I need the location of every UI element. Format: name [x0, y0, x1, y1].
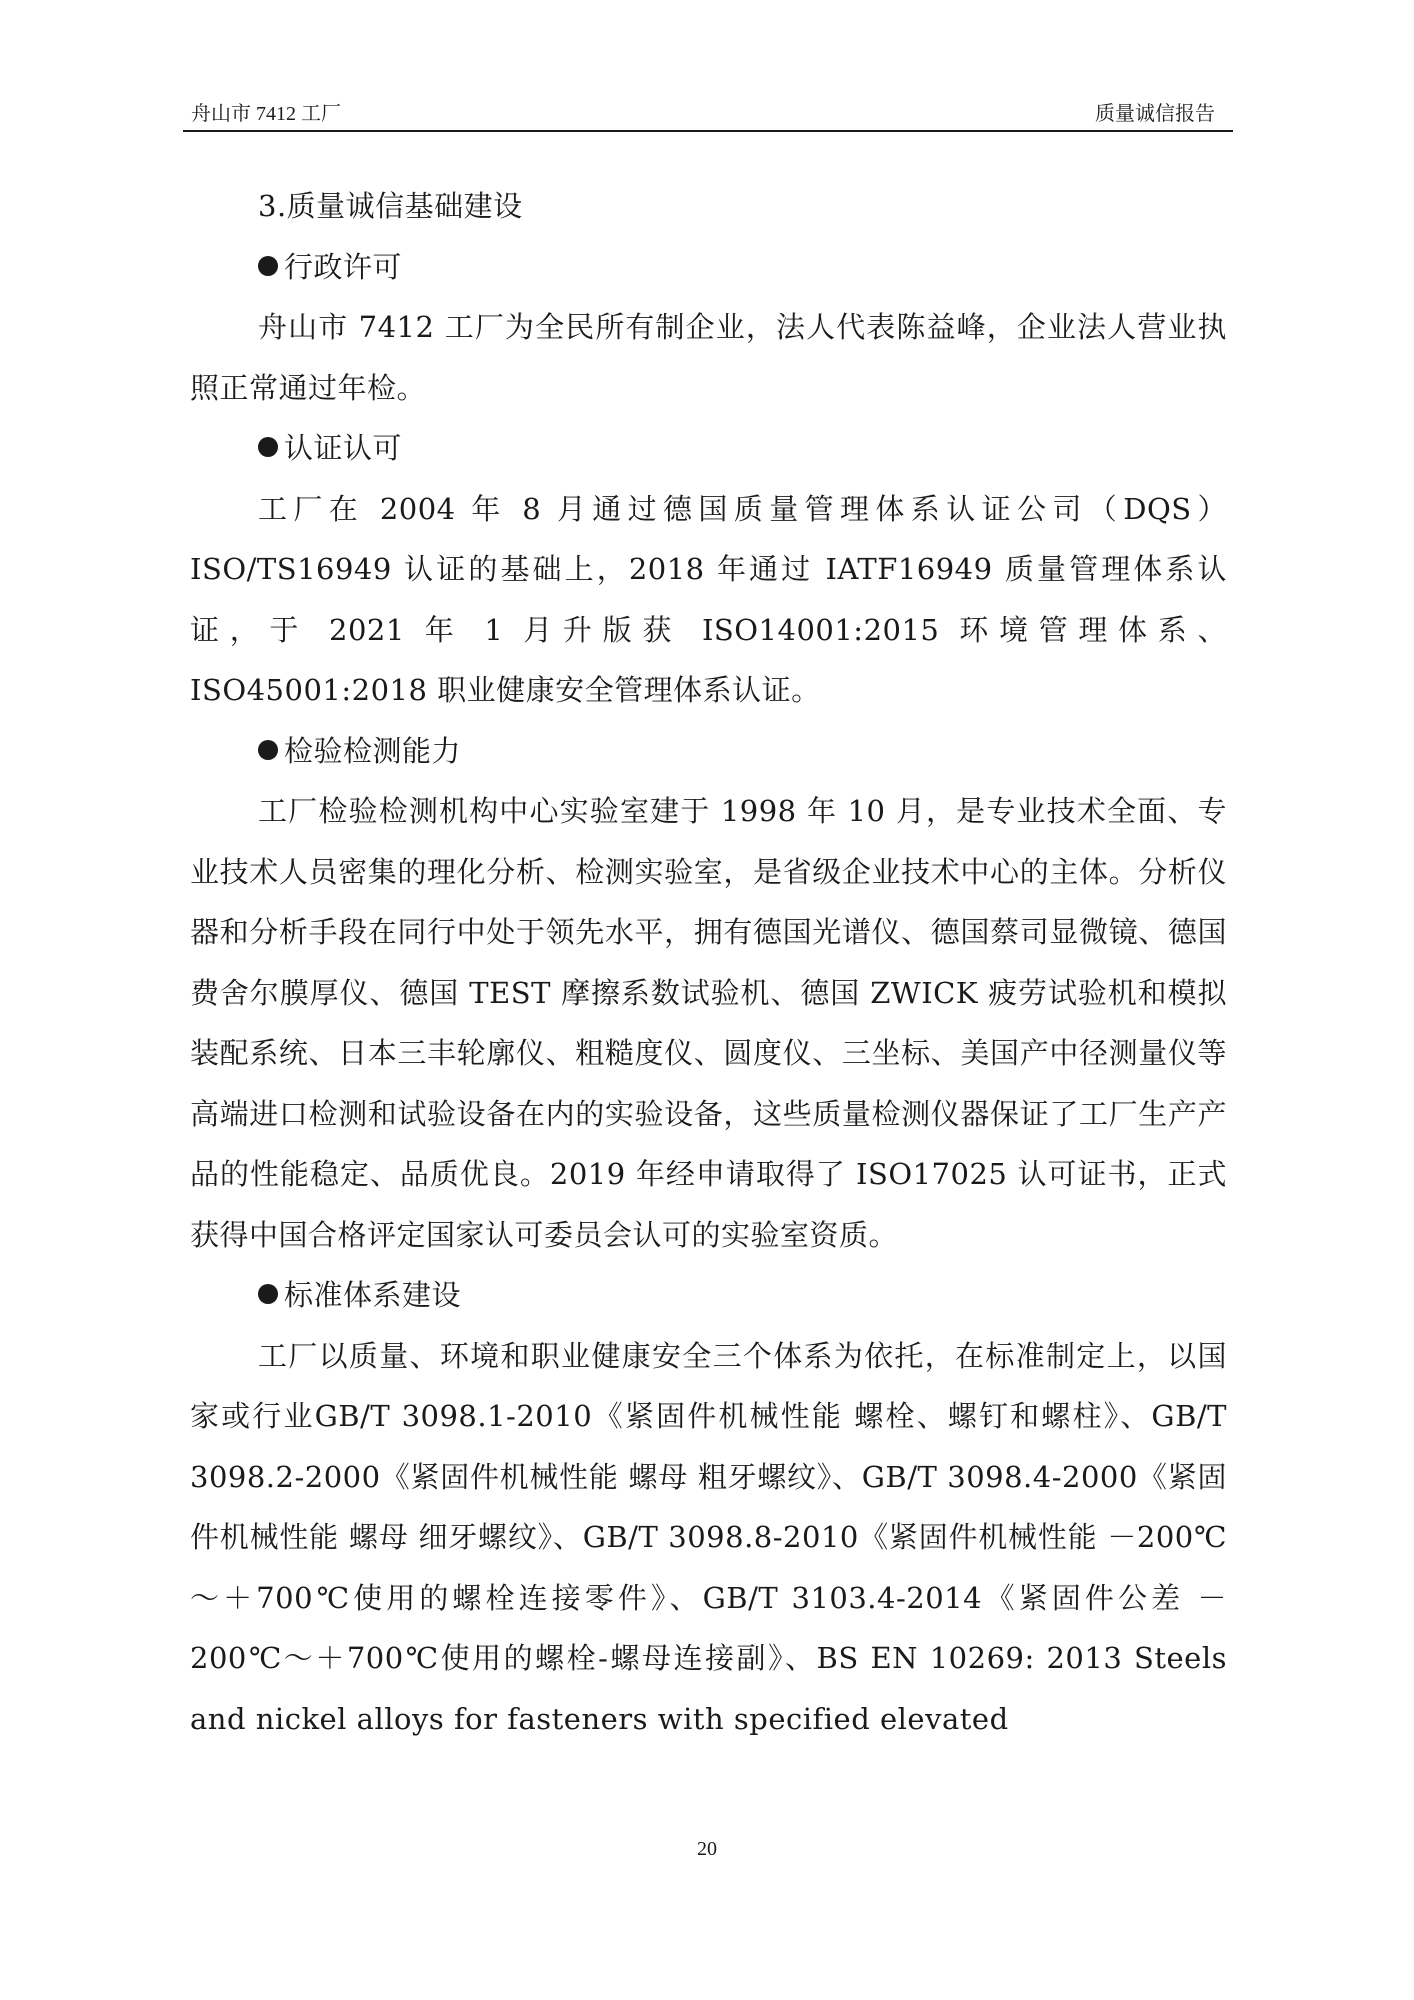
- header-report-title: 质量诚信报告: [1095, 103, 1215, 125]
- subsection-title: 行政许可: [284, 249, 403, 284]
- section-heading: 3.质量诚信基础建设: [258, 189, 523, 223]
- paragraph-testing: 工厂检验检测机构中心实验室建于 1998 年 10 月，是专业技术全面、专业技术人员密集的理化分析、检测实验室，是省级企业技术中心的主体。分析仪器和分析手段在同行中处于领先水平，拥有德国光谱仪、德国蔡司显微镜、德国费舍尔膜厚仪、德国 TEST 摩擦系数试验机、德国 ZWICK 疲劳试验机和模拟装配系统、日本三丰轮廓仪、粗糙度仪、圆度仪、三坐标、美国产中径测量仪等高端进口检测和试验设备在内的实验设备，这些质量检测仪器保证了工厂生产产品的性能稳定、品质优良。2019 年经申请取得了 ISO17025 认可证书，正式获得中国合格评定国家认可委员会认可的实验室资质。: [190, 794, 1227, 1252]
- bullet-icon: [258, 437, 278, 457]
- bullet-icon: [258, 740, 278, 760]
- paragraph-standards: 工厂以质量、环境和职业健康安全三个体系为依托，在标准制定上，以国家或行业GB/T 3098.1-2010《紧固件机械性能 螺栓、螺钉和螺柱》、GB/T 3098.2-2000《紧固件机械性能 螺母 粗牙螺纹》、GB/T 3098.4-2000《紧固件机械性能 螺母 细牙螺纹》、GB/T 3098.8-2010《紧固件机械性能 －200℃～＋700℃使用的螺栓连接零件》、GB/T 3103.4-2014《紧固件公差 －200℃～＋700℃使用的螺栓-螺母连接副》、BS EN 10269: 2013 Steels and nickel alloys for fasteners with specified elevated: [190, 1338, 1227, 1736]
- subsection-title: 认证认可: [284, 431, 403, 465]
- subsection-certification: [190, 418, 1227, 479]
- page-body: [190, 176, 1227, 1749]
- subsection-title: 标准体系建设: [284, 1278, 462, 1312]
- paragraph-certification: 工厂在 2004 年 8 月通过德国质量管理体系认证公司（DQS）ISO/TS16949 认证的基础上，2018 年通过 IATF16949 质量管理体系认证，于 2021 年 1 月升版获 ISO14001:2015 环境管理体系、ISO45001:2018 职业健康安全管理体系认证。: [190, 491, 1227, 707]
- subsection-testing: [190, 721, 1227, 782]
- bullet-icon: [258, 1284, 278, 1304]
- page-header: [183, 98, 1233, 132]
- subsection-admin-license: [190, 237, 1227, 298]
- bullet-icon: [258, 256, 278, 276]
- header-company: 舟山市 7412 工厂: [191, 103, 341, 125]
- subsection-standards: [190, 1265, 1227, 1326]
- page-number: 20: [697, 1838, 717, 1860]
- subsection-title: 检验检测能力: [284, 733, 462, 768]
- paragraph-admin-license: 舟山市 7412 工厂为全民所有制企业，法人代表陈益峰，企业法人营业执照正常通过年检。: [190, 310, 1227, 405]
